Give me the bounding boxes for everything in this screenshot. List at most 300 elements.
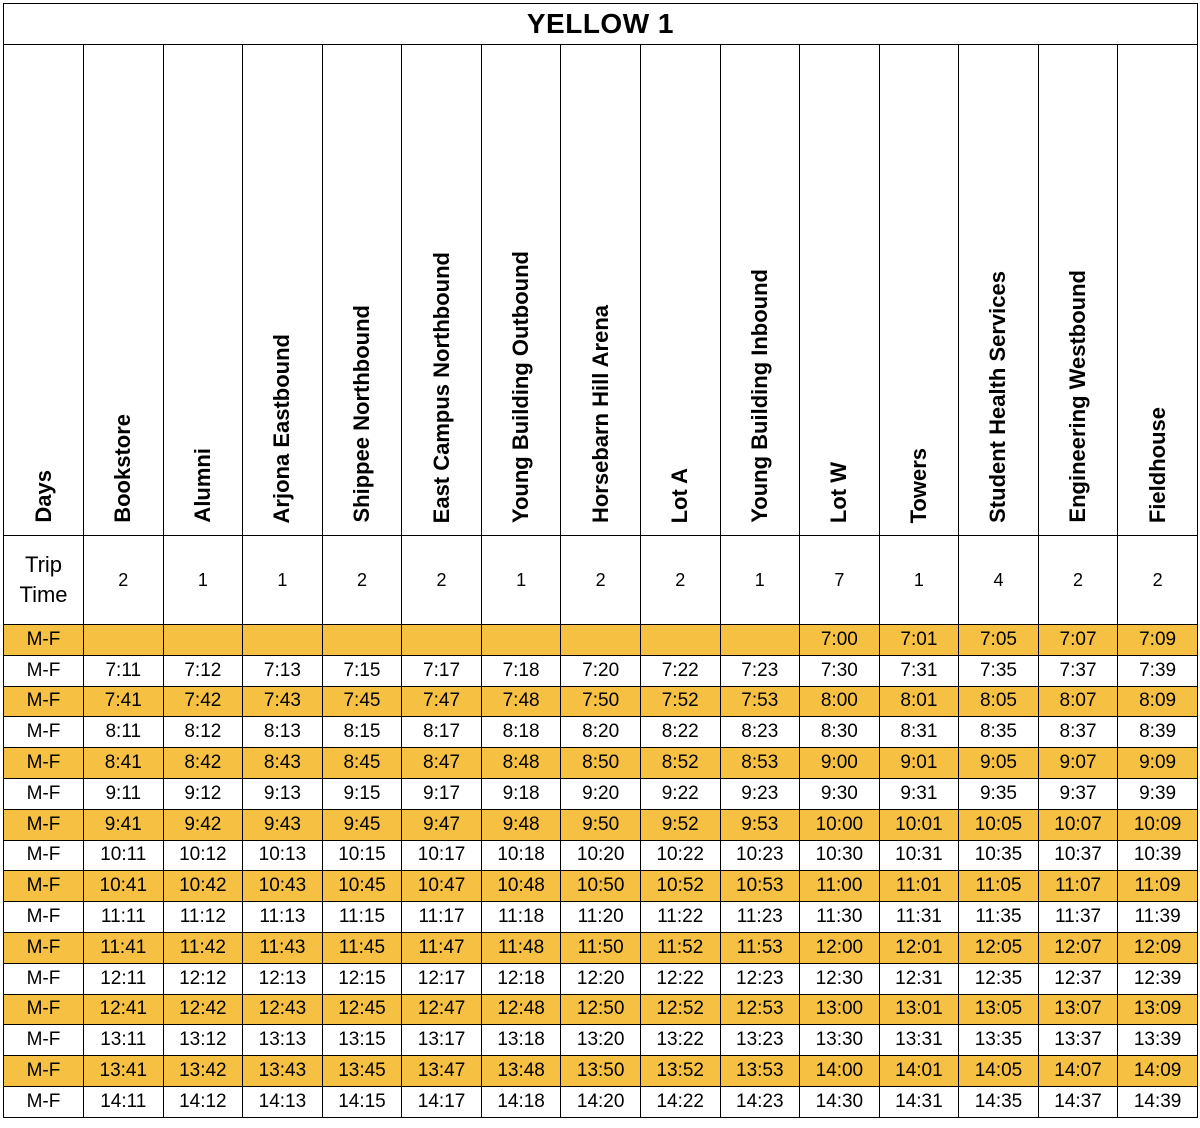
time-cell: 8:53 [720, 748, 800, 779]
time-cell: 10:07 [1038, 809, 1118, 840]
table-row [4, 1025, 1198, 1056]
time-cell: 13:20 [561, 1025, 641, 1056]
time-cell: 12:42 [163, 994, 243, 1025]
trip-time-row [4, 536, 1198, 625]
time-cell: 14:09 [1118, 1056, 1198, 1087]
time-cell: 7:39 [1118, 655, 1198, 686]
stop-header [879, 45, 959, 536]
time-cell: 14:00 [800, 1056, 880, 1087]
time-cell: 11:50 [561, 932, 641, 963]
schedule-container [3, 3, 1197, 1118]
time-cell: 11:13 [243, 902, 323, 933]
time-cell: 14:05 [959, 1056, 1039, 1087]
time-cell: 7:35 [959, 655, 1039, 686]
stop-header [720, 45, 800, 536]
time-cell: 10:12 [163, 840, 243, 871]
days-cell: M-F [4, 809, 84, 840]
stop-name: Young Building Outbound [508, 250, 534, 523]
time-cell: 9:53 [720, 809, 800, 840]
time-cell: 10:30 [800, 840, 880, 871]
trip-time-value: 2 [84, 536, 164, 625]
time-cell: 11:41 [84, 932, 164, 963]
time-cell: 9:12 [163, 778, 243, 809]
time-cell: 11:01 [879, 871, 959, 902]
time-cell: 8:42 [163, 748, 243, 779]
time-cell: 11:15 [322, 902, 402, 933]
time-cell: 12:22 [640, 963, 720, 994]
stop-header [163, 45, 243, 536]
trip-time-value: 1 [481, 536, 561, 625]
time-cell: 12:23 [720, 963, 800, 994]
time-cell: 10:45 [322, 871, 402, 902]
stop-name: Alumni [189, 448, 215, 523]
time-cell: 9:35 [959, 778, 1039, 809]
time-cell: 13:37 [1038, 1025, 1118, 1056]
time-cell: 8:00 [800, 686, 880, 717]
stop-name: Lot A [667, 467, 693, 523]
time-cell: 8:20 [561, 717, 641, 748]
time-cell: 8:07 [1038, 686, 1118, 717]
time-cell: 11:17 [402, 902, 482, 933]
time-cell [163, 625, 243, 656]
time-cell [640, 625, 720, 656]
time-cell: 9:47 [402, 809, 482, 840]
table-row [4, 1056, 1198, 1087]
time-cell: 10:13 [243, 840, 323, 871]
time-cell [561, 625, 641, 656]
time-cell: 9:45 [322, 809, 402, 840]
time-cell: 8:43 [243, 748, 323, 779]
time-cell: 13:12 [163, 1025, 243, 1056]
time-cell: 14:35 [959, 1086, 1039, 1117]
time-cell: 13:41 [84, 1056, 164, 1087]
time-cell: 11:05 [959, 871, 1039, 902]
table-row [4, 625, 1198, 656]
time-cell: 8:48 [481, 748, 561, 779]
time-cell: 11:11 [84, 902, 164, 933]
stop-header [561, 45, 641, 536]
time-cell: 10:01 [879, 809, 959, 840]
time-cell: 12:12 [163, 963, 243, 994]
time-cell: 14:12 [163, 1086, 243, 1117]
stop-header [1038, 45, 1118, 536]
time-cell: 7:09 [1118, 625, 1198, 656]
time-cell: 9:31 [879, 778, 959, 809]
table-row [4, 809, 1198, 840]
time-cell: 9:17 [402, 778, 482, 809]
days-cell: M-F [4, 840, 84, 871]
time-cell: 10:50 [561, 871, 641, 902]
header-row [4, 45, 1198, 536]
time-cell: 8:01 [879, 686, 959, 717]
time-cell: 10:17 [402, 840, 482, 871]
days-cell: M-F [4, 748, 84, 779]
time-cell: 13:39 [1118, 1025, 1198, 1056]
time-cell: 9:52 [640, 809, 720, 840]
time-cell: 11:47 [402, 932, 482, 963]
time-cell: 14:30 [800, 1086, 880, 1117]
table-row [4, 717, 1198, 748]
time-cell: 7:01 [879, 625, 959, 656]
time-cell: 12:53 [720, 994, 800, 1025]
days-cell: M-F [4, 625, 84, 656]
time-cell: 8:23 [720, 717, 800, 748]
time-cell: 8:30 [800, 717, 880, 748]
time-cell: 13:00 [800, 994, 880, 1025]
stop-header [243, 45, 323, 536]
schedule-table [3, 3, 1198, 1118]
time-cell: 10:11 [84, 840, 164, 871]
time-cell: 10:41 [84, 871, 164, 902]
stop-name: Lot W [826, 461, 852, 523]
time-cell: 12:18 [481, 963, 561, 994]
time-cell: 10:09 [1118, 809, 1198, 840]
time-cell: 11:42 [163, 932, 243, 963]
time-cell: 7:07 [1038, 625, 1118, 656]
time-cell: 13:07 [1038, 994, 1118, 1025]
trip-time-value: 2 [322, 536, 402, 625]
time-cell: 14:22 [640, 1086, 720, 1117]
time-cell: 8:12 [163, 717, 243, 748]
time-cell: 10:48 [481, 871, 561, 902]
table-row [4, 840, 1198, 871]
time-cell: 10:20 [561, 840, 641, 871]
time-cell: 13:48 [481, 1056, 561, 1087]
time-cell: 7:47 [402, 686, 482, 717]
time-cell: 14:11 [84, 1086, 164, 1117]
table-row [4, 932, 1198, 963]
stop-name: Arjona Eastbound [269, 333, 295, 523]
time-cell: 9:37 [1038, 778, 1118, 809]
trip-time-label-line2: Time [19, 582, 68, 607]
time-cell: 12:47 [402, 994, 482, 1025]
stop-header [800, 45, 880, 536]
time-cell [243, 625, 323, 656]
time-cell: 9:07 [1038, 748, 1118, 779]
time-cell: 8:39 [1118, 717, 1198, 748]
time-cell: 8:18 [481, 717, 561, 748]
time-cell: 9:42 [163, 809, 243, 840]
time-cell: 13:23 [720, 1025, 800, 1056]
time-cell: 12:09 [1118, 932, 1198, 963]
days-cell: M-F [4, 994, 84, 1025]
time-cell: 9:50 [561, 809, 641, 840]
time-cell: 12:13 [243, 963, 323, 994]
time-cell: 12:15 [322, 963, 402, 994]
trip-time-value: 1 [720, 536, 800, 625]
time-cell: 11:12 [163, 902, 243, 933]
time-cell: 11:00 [800, 871, 880, 902]
time-cell: 7:31 [879, 655, 959, 686]
time-cell: 12:17 [402, 963, 482, 994]
time-cell: 11:07 [1038, 871, 1118, 902]
days-cell: M-F [4, 717, 84, 748]
time-cell: 11:31 [879, 902, 959, 933]
time-cell: 8:22 [640, 717, 720, 748]
time-cell: 8:05 [959, 686, 1039, 717]
time-cell: 12:52 [640, 994, 720, 1025]
time-cell: 7:15 [322, 655, 402, 686]
time-cell: 12:30 [800, 963, 880, 994]
title-row [4, 4, 1198, 45]
time-cell: 12:45 [322, 994, 402, 1025]
time-cell: 8:45 [322, 748, 402, 779]
time-cell [481, 625, 561, 656]
stop-header [959, 45, 1039, 536]
trip-time-value: 2 [1118, 536, 1198, 625]
time-cell: 9:43 [243, 809, 323, 840]
time-cell: 7:50 [561, 686, 641, 717]
time-cell: 7:00 [800, 625, 880, 656]
time-cell: 7:22 [640, 655, 720, 686]
time-cell: 11:48 [481, 932, 561, 963]
time-cell: 13:01 [879, 994, 959, 1025]
time-cell: 9:13 [243, 778, 323, 809]
stop-header [640, 45, 720, 536]
table-row [4, 871, 1198, 902]
time-cell: 14:20 [561, 1086, 641, 1117]
time-cell: 9:39 [1118, 778, 1198, 809]
time-cell: 9:05 [959, 748, 1039, 779]
days-cell: M-F [4, 686, 84, 717]
time-cell: 7:52 [640, 686, 720, 717]
time-cell: 7:20 [561, 655, 641, 686]
time-cell: 12:05 [959, 932, 1039, 963]
time-cell: 14:18 [481, 1086, 561, 1117]
trip-time-value: 2 [640, 536, 720, 625]
days-cell: M-F [4, 902, 84, 933]
time-cell: 7:30 [800, 655, 880, 686]
days-header-label: Days [30, 470, 56, 523]
time-cell: 10:31 [879, 840, 959, 871]
time-cell: 14:15 [322, 1086, 402, 1117]
trip-time-value: 1 [879, 536, 959, 625]
time-cell: 13:09 [1118, 994, 1198, 1025]
time-cell: 7:11 [84, 655, 164, 686]
time-cell: 7:41 [84, 686, 164, 717]
time-cell [720, 625, 800, 656]
time-cell: 10:52 [640, 871, 720, 902]
time-cell: 8:47 [402, 748, 482, 779]
trip-time-value: 2 [561, 536, 641, 625]
time-cell: 14:07 [1038, 1056, 1118, 1087]
days-cell: M-F [4, 1025, 84, 1056]
time-cell: 7:48 [481, 686, 561, 717]
time-cell: 12:37 [1038, 963, 1118, 994]
time-cell: 12:39 [1118, 963, 1198, 994]
days-cell: M-F [4, 1056, 84, 1087]
stop-header [481, 45, 561, 536]
time-cell: 14:31 [879, 1086, 959, 1117]
table-row [4, 655, 1198, 686]
stop-header [402, 45, 482, 536]
stop-name: East Campus Northbound [428, 251, 454, 523]
time-cell: 7:12 [163, 655, 243, 686]
days-header [4, 45, 84, 536]
time-cell [84, 625, 164, 656]
trip-time-label [4, 536, 84, 625]
time-cell: 13:47 [402, 1056, 482, 1087]
time-cell: 9:20 [561, 778, 641, 809]
time-cell: 13:35 [959, 1025, 1039, 1056]
time-cell: 14:17 [402, 1086, 482, 1117]
time-cell: 12:41 [84, 994, 164, 1025]
time-cell: 10:39 [1118, 840, 1198, 871]
time-cell: 10:42 [163, 871, 243, 902]
time-cell: 10:53 [720, 871, 800, 902]
time-cell: 12:11 [84, 963, 164, 994]
time-cell: 11:22 [640, 902, 720, 933]
stop-name: Bookstore [110, 414, 136, 523]
time-cell: 8:11 [84, 717, 164, 748]
table-row [4, 778, 1198, 809]
time-cell: 11:20 [561, 902, 641, 933]
time-cell: 13:30 [800, 1025, 880, 1056]
time-cell: 11:37 [1038, 902, 1118, 933]
time-cell: 11:30 [800, 902, 880, 933]
time-cell: 10:47 [402, 871, 482, 902]
time-cell: 13:11 [84, 1025, 164, 1056]
time-cell: 11:23 [720, 902, 800, 933]
table-row [4, 994, 1198, 1025]
time-cell: 7:42 [163, 686, 243, 717]
time-cell: 13:31 [879, 1025, 959, 1056]
time-cell: 13:05 [959, 994, 1039, 1025]
time-cell [402, 625, 482, 656]
time-cell [322, 625, 402, 656]
time-cell: 10:15 [322, 840, 402, 871]
stop-name: Towers [905, 447, 931, 523]
time-cell: 13:17 [402, 1025, 482, 1056]
time-cell: 9:11 [84, 778, 164, 809]
time-cell: 9:23 [720, 778, 800, 809]
time-cell: 12:07 [1038, 932, 1118, 963]
stop-name: Engineering Westbound [1065, 270, 1091, 523]
time-cell: 9:48 [481, 809, 561, 840]
table-row [4, 963, 1198, 994]
time-cell: 14:37 [1038, 1086, 1118, 1117]
trip-time-value: 1 [243, 536, 323, 625]
stop-header [84, 45, 164, 536]
time-cell: 7:05 [959, 625, 1039, 656]
time-cell: 13:45 [322, 1056, 402, 1087]
time-cell: 12:00 [800, 932, 880, 963]
trip-time-value: 2 [402, 536, 482, 625]
time-cell: 9:09 [1118, 748, 1198, 779]
time-cell: 11:39 [1118, 902, 1198, 933]
stop-name: Fieldhouse [1144, 406, 1170, 523]
time-cell: 11:43 [243, 932, 323, 963]
time-cell: 10:05 [959, 809, 1039, 840]
trip-time-value: 7 [800, 536, 880, 625]
time-cell: 11:18 [481, 902, 561, 933]
trip-time-label-line1: Trip [24, 552, 63, 577]
stop-name: Young Building Inbound [746, 269, 772, 523]
time-cell: 12:31 [879, 963, 959, 994]
time-cell: 9:41 [84, 809, 164, 840]
stop-name: Shippee Northbound [348, 305, 374, 523]
time-cell: 8:15 [322, 717, 402, 748]
time-cell: 14:23 [720, 1086, 800, 1117]
stop-header [1118, 45, 1198, 536]
time-cell: 10:43 [243, 871, 323, 902]
days-cell: M-F [4, 963, 84, 994]
time-cell: 11:45 [322, 932, 402, 963]
time-cell: 12:48 [481, 994, 561, 1025]
time-cell: 10:00 [800, 809, 880, 840]
time-cell: 13:22 [640, 1025, 720, 1056]
time-cell: 13:50 [561, 1056, 641, 1087]
time-cell: 14:13 [243, 1086, 323, 1117]
time-cell: 14:39 [1118, 1086, 1198, 1117]
table-row [4, 748, 1198, 779]
trip-time-value: 2 [1038, 536, 1118, 625]
time-cell: 9:15 [322, 778, 402, 809]
time-cell: 13:52 [640, 1056, 720, 1087]
stop-header [322, 45, 402, 536]
time-cell: 12:20 [561, 963, 641, 994]
time-cell: 14:01 [879, 1056, 959, 1087]
stop-name: Student Health Services [985, 271, 1011, 523]
trip-time-value: 4 [959, 536, 1039, 625]
time-cell: 8:17 [402, 717, 482, 748]
time-cell: 8:35 [959, 717, 1039, 748]
time-cell: 12:43 [243, 994, 323, 1025]
days-cell: M-F [4, 1086, 84, 1117]
time-cell: 13:53 [720, 1056, 800, 1087]
time-cell: 13:42 [163, 1056, 243, 1087]
time-cell: 9:18 [481, 778, 561, 809]
days-cell: M-F [4, 778, 84, 809]
time-cell: 12:50 [561, 994, 641, 1025]
time-cell: 7:37 [1038, 655, 1118, 686]
time-cell: 8:50 [561, 748, 641, 779]
trip-time-value: 1 [163, 536, 243, 625]
time-cell: 9:01 [879, 748, 959, 779]
time-cell: 7:53 [720, 686, 800, 717]
time-cell: 13:18 [481, 1025, 561, 1056]
schedule-title: YELLOW 1 [4, 4, 1198, 45]
time-cell: 7:43 [243, 686, 323, 717]
time-cell: 10:22 [640, 840, 720, 871]
time-cell: 10:37 [1038, 840, 1118, 871]
time-cell: 10:23 [720, 840, 800, 871]
time-cell: 7:45 [322, 686, 402, 717]
time-cell: 8:41 [84, 748, 164, 779]
time-cell: 9:22 [640, 778, 720, 809]
time-cell: 8:13 [243, 717, 323, 748]
days-cell: M-F [4, 932, 84, 963]
time-cell: 13:15 [322, 1025, 402, 1056]
days-cell: M-F [4, 871, 84, 902]
time-cell: 8:37 [1038, 717, 1118, 748]
stop-name: Horsebarn Hill Arena [587, 304, 613, 523]
time-cell: 12:35 [959, 963, 1039, 994]
time-cell: 11:09 [1118, 871, 1198, 902]
time-cell: 7:18 [481, 655, 561, 686]
days-cell: M-F [4, 655, 84, 686]
time-cell: 12:01 [879, 932, 959, 963]
time-cell: 11:53 [720, 932, 800, 963]
table-row [4, 686, 1198, 717]
time-cell: 13:13 [243, 1025, 323, 1056]
time-cell: 7:23 [720, 655, 800, 686]
time-cell: 10:18 [481, 840, 561, 871]
time-cell: 7:17 [402, 655, 482, 686]
time-cell: 9:30 [800, 778, 880, 809]
time-cell: 13:43 [243, 1056, 323, 1087]
time-cell: 11:52 [640, 932, 720, 963]
